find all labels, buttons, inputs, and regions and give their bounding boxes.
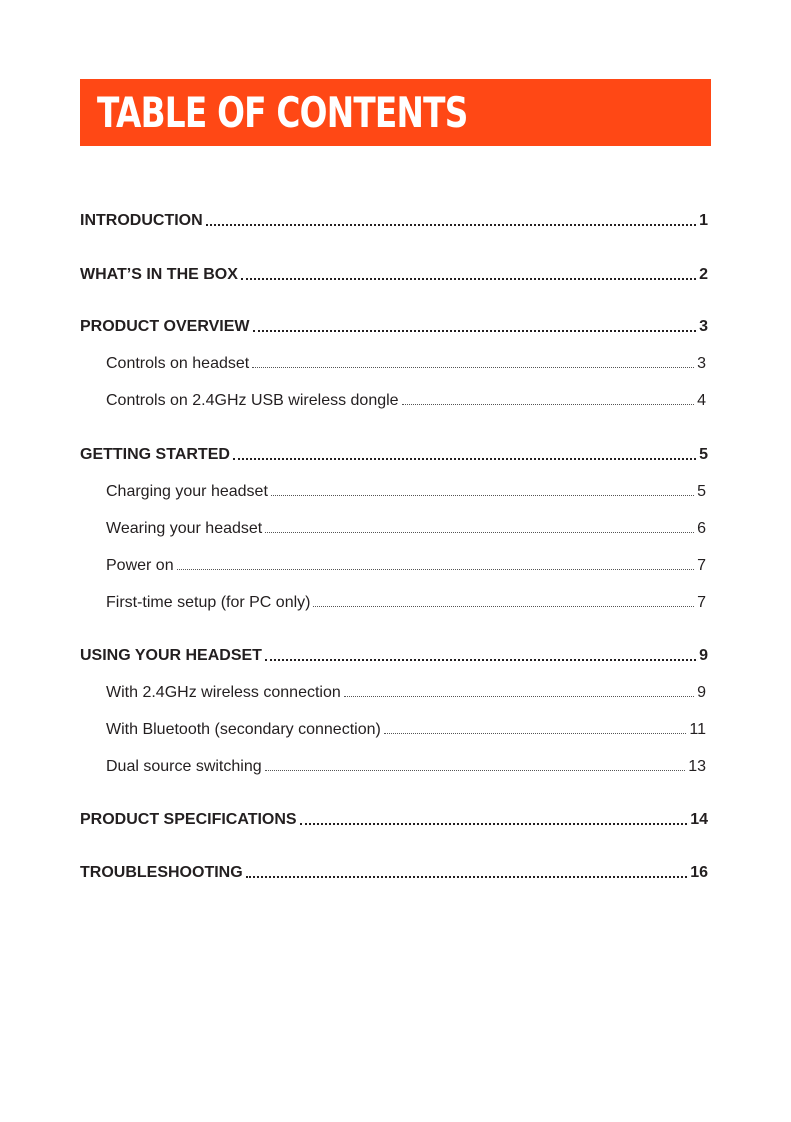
toc-entry-title: Controls on headset [106,355,250,372]
toc-entry-page: 7 [697,594,706,611]
toc-entry-dual-source[interactable] [106,758,706,776]
toc-entry-first-time-setup[interactable] [106,594,706,612]
dot-leader [250,355,696,373]
toc-entry-title: Wearing your headset [106,520,263,537]
toc-entry-page: 13 [688,758,706,775]
toc-entry-title: TROUBLESHOOTING [80,864,243,881]
toc-entry-page: 3 [699,318,708,335]
page-title: TABLE OF CONTENTS [97,88,468,137]
toc-entry-title: WHAT’S IN THE BOX [80,266,238,283]
toc-entry-page: 7 [697,557,706,574]
toc-entry-page: 3 [697,355,706,372]
toc-entry-using-your-headset[interactable] [80,647,708,665]
toc-entry-introduction[interactable] [80,212,708,230]
toc-entry-page: 16 [690,864,708,881]
toc-entry-title: Charging your headset [106,483,268,500]
toc-entry-page: 14 [690,811,708,828]
toc-entry-page: 9 [697,684,706,701]
toc-entry-page: 4 [697,392,706,409]
toc-entry-product-specifications[interactable] [80,811,708,829]
dot-leader [251,318,699,336]
dot-leader [175,557,697,575]
toc-entry-title: With Bluetooth (secondary connection) [106,721,381,738]
toc-entry-troubleshooting[interactable] [80,864,708,882]
dot-leader [239,266,698,284]
toc-entry-title: PRODUCT OVERVIEW [80,318,250,335]
toc-entry-title: Dual source switching [106,758,262,775]
toc-entry-controls-on-headset[interactable] [106,355,706,373]
toc-entry-page: 5 [699,446,708,463]
dot-leader [311,594,696,612]
toc-entry-title: INTRODUCTION [80,212,203,229]
dot-leader [298,811,690,829]
toc-entry-wearing[interactable] [106,520,706,538]
dot-leader [269,483,696,501]
toc-entry-title: First-time setup (for PC only) [106,594,311,611]
toc-entry-page: 11 [689,721,706,738]
dot-leader [400,392,697,410]
toc-entry-charging[interactable] [106,483,706,501]
toc-entry-page: 1 [699,212,708,229]
dot-leader [342,684,696,702]
dot-leader [204,212,698,230]
toc-entry-title: Power on [106,557,174,574]
toc-entry-getting-started[interactable] [80,446,708,464]
toc-entry-title: PRODUCT SPECIFICATIONS [80,811,297,828]
dot-leader [263,758,688,776]
dot-leader [231,446,698,464]
dot-leader [263,520,696,538]
toc-entry-title: GETTING STARTED [80,446,230,463]
toc-entry-controls-on-dongle[interactable] [106,392,706,410]
title-banner [80,79,711,146]
dot-leader [263,647,698,665]
toc-entry-whats-in-the-box[interactable] [80,266,708,284]
toc-entry-power-on[interactable] [106,557,706,575]
toc-entry-wireless-connection[interactable] [106,684,706,702]
toc-entry-page: 5 [697,483,706,500]
toc-entry-page: 6 [697,520,706,537]
dot-leader [382,721,689,739]
toc-entry-title: With 2.4GHz wireless connection [106,684,341,701]
toc-entry-bluetooth[interactable] [106,721,706,739]
toc-entry-product-overview[interactable] [80,318,708,336]
toc-entry-page: 2 [699,266,708,283]
toc-entry-title: Controls on 2.4GHz USB wireless dongle [106,392,399,409]
toc-entry-title: USING YOUR HEADSET [80,647,262,664]
toc-entry-page: 9 [699,647,708,664]
dot-leader [244,864,690,882]
